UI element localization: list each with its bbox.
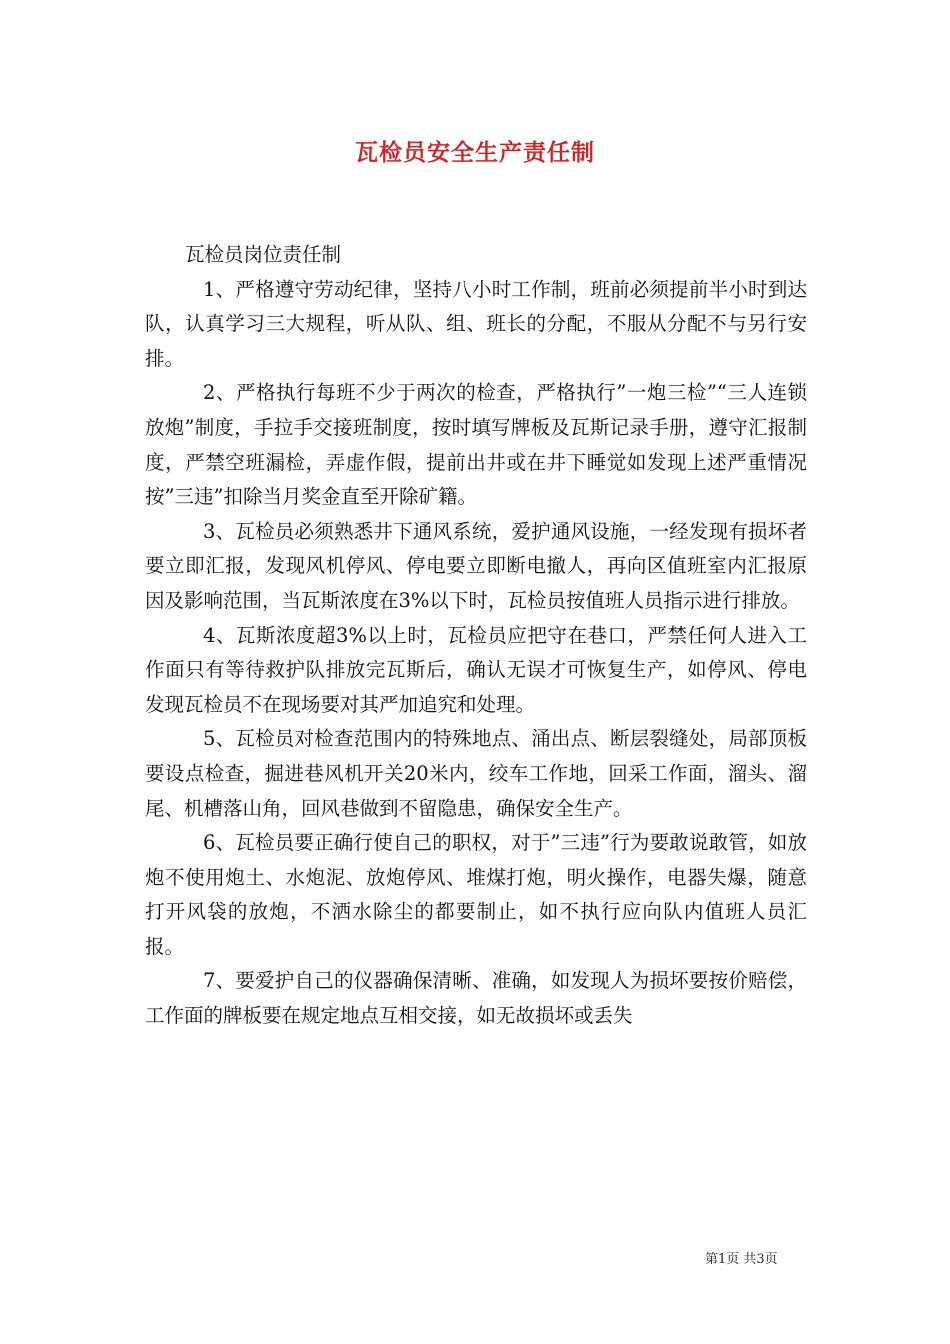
- paragraph-1: 1、严格遵守劳动纪律，坚持八小时工作制，班前必须提前半小时到达队，认真学习三大规程，听从队、组、班长的分配，不服从分配不与另行安排。: [145, 277, 807, 370]
- document-title: 瓦检员安全生产责任制: [355, 139, 595, 166]
- paragraph-5: 5、瓦检员对检查范围内的特殊地点、涌出点、断层裂缝处，局部顶板要设点检查，掘进巷风机开关20米内，绞车工作地，回采工作面，溜头、溜尾、机槽落山角，回风巷做到不留隐患，确保安全生产。: [145, 727, 807, 820]
- section-heading: 瓦检员岗位责任制: [185, 243, 342, 266]
- paragraph-4: 4、瓦斯浓度超3%以上时，瓦检员应把守在巷口，严禁任何人进入工作面只有等待救护队排放完瓦斯后，确认无误才可恢复生产，如停风、停电发现瓦检员不在现场要对其严加追究和处理。: [145, 623, 807, 716]
- paragraph-7: 7、要爱护自己的仪器确保清晰、准确，如发现人为损坏要按价赔偿，工作面的牌板要在规定地点互相交接，如无故损坏或丢失: [145, 969, 807, 1028]
- paragraph-6: 6、瓦检员要正确行使自己的职权，对于”三违”行为要敢说敢管，如放炮不使用炮土、水炮泥、放炮停风、堆煤打炮，明火操作，电器失爆，随意打开风袋的放炮，不洒水除尘的都要制止，如不执行应向队内值班人员汇报。: [145, 831, 807, 958]
- paragraph-2: 2、严格执行每班不少于两次的检查，严格执行”一炮三检”“三人连锁放炮”制度，手拉手交接班制度，按时填写牌板及瓦斯记录手册，遵守汇报制度，严禁空班漏检，弄虚作假，提前出井或在井下睡觉如发现上述严重情况按”三违”扣除当月奖金直至开除矿籍。: [145, 381, 807, 509]
- page-number: 第1页 共3页: [705, 1252, 778, 1267]
- document-body: [145, 238, 807, 1034]
- paragraph-3: 3、瓦检员必须熟悉井下通风系统，爱护通风设施，一经发现有损坏者要立即汇报，发现风机停风、停电要立即断电撤人，再向区值班室内汇报原因及影响范围，当瓦斯浓度在3%以下时，瓦检员按值班人员指示进行排放。: [145, 519, 807, 612]
